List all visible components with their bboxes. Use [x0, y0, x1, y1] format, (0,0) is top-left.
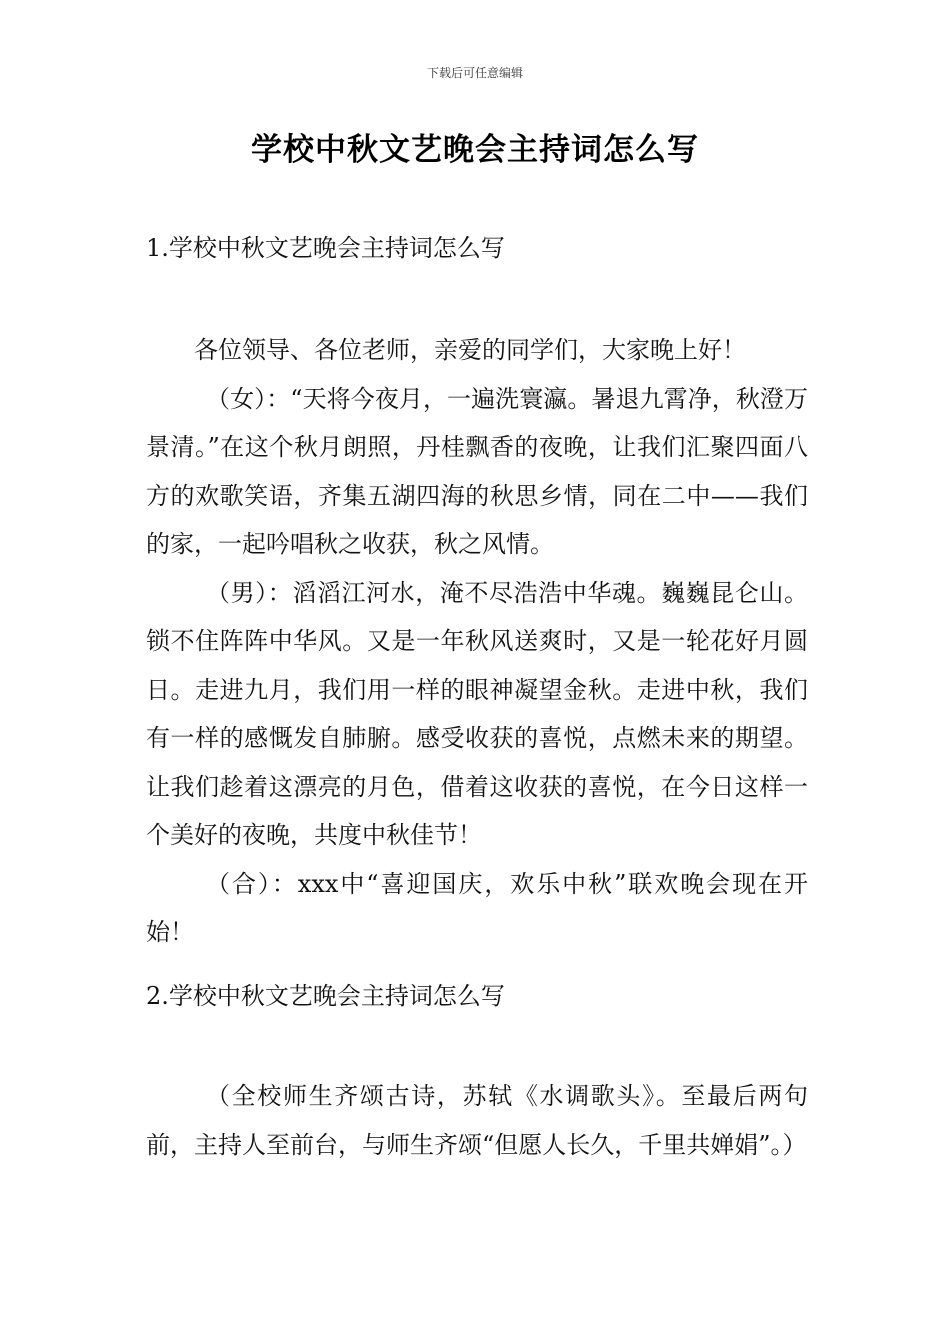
greeting-paragraph: 各位领导、各位老师，亲爱的同学们，大家晚上好！ [194, 336, 746, 364]
female-host-paragraph: （女）：“天将今夜月，一遍洗寰瀛。暑退九霄净，秋澄万景清。”在这个秋月朗照，丹桂飘香的夜晚，让我们汇聚四面八方的欢歌笑语，齐集五湖四海的秋思乡情，同在二中——我们的家，一起吟唱秋之收获，秋之风情。 [146, 384, 808, 558]
stage-direction-paragraph: （全校师生齐颂古诗，苏轼《水调歌头》。至最后两句前，主持人至前台，与师生齐颂“但愿人长久，千里共婵娟”。） [146, 1082, 808, 1159]
together-paragraph: （合）：xxx中“喜迎国庆，欢乐中秋”联欢晚会现在开始！ [146, 869, 808, 946]
section-1-heading: 1.学校中秋文艺晚会主持词怎么写 [146, 234, 505, 262]
document-title: 学校中秋文艺晚会主持词怎么写 [251, 132, 699, 168]
section-2-body [146, 1072, 808, 1169]
page-header-note: 下载后可任意编辑 [426, 66, 523, 80]
section-2-heading: 2.学校中秋文艺晚会主持词怎么写 [146, 982, 505, 1010]
section-1-body [146, 326, 808, 957]
male-host-paragraph: （男）：滔滔江河水，淹不尽浩浩中华魂。巍巍昆仑山。锁不住阵阵中华风。又是一年秋风送爽时，又是一轮花好月圆日。走进九月，我们用一样的眼神凝望金秋。走进中秋，我们有一样的感慨发自肺腑。感受收获的喜悦，点燃未来的期望。让我们趁着这漂亮的月色，借着这收获的喜悦，在今日这样一个美好的夜晚，共度中秋佳节！ [146, 578, 808, 849]
